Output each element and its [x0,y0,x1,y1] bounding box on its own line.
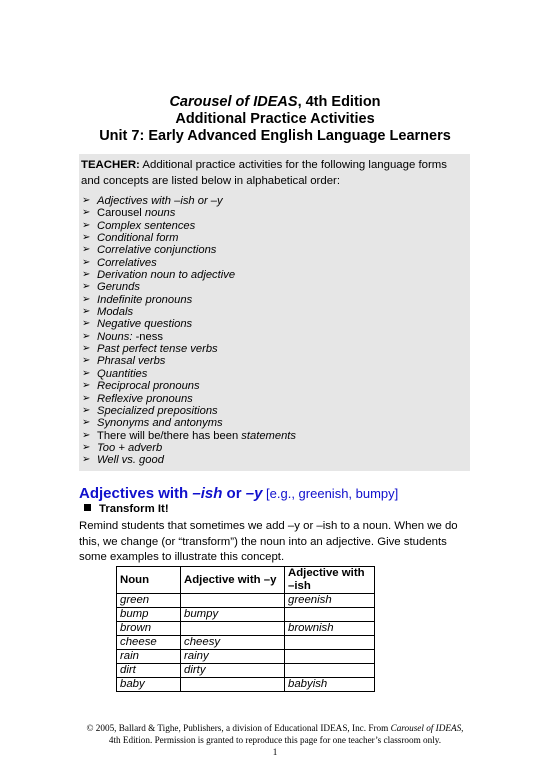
arrow-bullet-icon: ➢ [82,355,91,367]
topic-list [81,195,466,467]
table-header-row [117,567,375,594]
list-item: ➢ Derivation noun to adjective [82,269,236,282]
table-cell: cheesy [181,636,285,650]
table-cell: dirt [117,664,181,678]
list-item: ➢ Reciprocal pronouns [82,380,200,393]
arrow-bullet-icon: ➢ [82,454,91,466]
table-cell [181,678,285,692]
square-bullet-icon [84,504,91,511]
table-cell: babyish [285,678,375,692]
list-item: ➢ Past perfect tense verbs [82,343,218,356]
table-row [117,622,375,636]
copyright-footer: © 2005, Ballard & Tighe, Publishers, a division of Educational IDEAS, Inc. From Carousel of IDEAS, 4th Edition. Permission is granted to reproduce this page for one teacher’s classroom only. 1 [0,722,550,758]
activity-instructions: Remind students that sometimes we add –y or –ish to a noun. When we do this, we change (or “transform”) the noun into an adjective. Give students some examples to illustrate this concept. [79,520,458,563]
arrow-bullet-icon: ➢ [82,281,91,293]
list-item: ➢ Carousel nouns [82,207,176,220]
list-item: ➢ Synonyms and antonyms [82,417,223,430]
arrow-bullet-icon: ➢ [82,441,91,453]
list-item: ➢ Reflexive pronouns [82,392,193,405]
title-line-1: Carousel of IDEAS, 4th Edition [169,94,381,110]
arrow-bullet-icon: ➢ [82,244,91,256]
arrow-bullet-icon: ➢ [82,429,91,441]
arrow-bullet-icon: ➢ [82,256,91,268]
table-cell: cheese [117,636,181,650]
table-row [117,678,375,692]
col-header-adj-ish: Adjective with –ish [285,567,375,594]
table-cell: green [117,594,181,608]
table-cell [285,636,375,650]
table-cell [181,622,285,636]
arrow-bullet-icon: ➢ [82,207,91,219]
teacher-note: TEACHER: Additional practice activities for the following language forms and concepts are listed below in alphabetical order: [81,159,447,187]
arrow-bullet-icon: ➢ [82,306,91,318]
table-cell: bumpy [181,608,285,622]
table-cell: rainy [181,650,285,664]
list-item: ➢ Gerunds [82,281,140,294]
table-row [117,664,375,678]
table-cell: brown [117,622,181,636]
arrow-bullet-icon: ➢ [82,195,91,206]
list-item: ➢ Well vs. good [82,454,164,467]
table-cell: rain [117,650,181,664]
table-cell [285,664,375,678]
list-item: ➢ Too + adverb [82,441,163,454]
table-cell: greenish [285,594,375,608]
section-heading: Adjectives with –ish or –y [e.g., greenish, bumpy] [79,485,399,502]
col-header-noun: Noun [117,567,181,594]
arrow-bullet-icon: ➢ [82,219,91,231]
list-item: ➢ Conditional form [82,232,179,245]
title-line-3: Unit 7: Early Advanced English Language Learners [99,128,451,144]
activity-heading: Transform It! [84,503,169,515]
arrow-bullet-icon: ➢ [82,417,91,429]
arrow-bullet-icon: ➢ [82,269,91,281]
page-number: 1 [272,747,278,757]
table-cell [285,608,375,622]
table-cell: baby [117,678,181,692]
list-item: ➢ Quantities [82,367,148,380]
list-item: ➢ Specialized prepositions [82,404,218,417]
list-item: ➢ Correlative conjunctions [82,244,217,257]
arrow-bullet-icon: ➢ [82,392,91,404]
arrow-bullet-icon: ➢ [82,404,91,416]
arrow-bullet-icon: ➢ [82,380,91,392]
list-item: ➢ There will be/there has been statements [82,429,297,442]
list-item: ➢ Complex sentences [82,219,196,232]
word-table [116,566,375,692]
list-item: ➢ Correlatives [82,256,157,269]
table-cell [181,594,285,608]
table-cell: brownish [285,622,375,636]
list-item: ➢ Phrasal verbs [82,355,166,368]
table-cell: bump [117,608,181,622]
title-block [0,94,550,145]
arrow-bullet-icon: ➢ [82,293,91,305]
list-item: ➢ Modals [82,306,134,319]
table-cell [285,650,375,664]
arrow-bullet-icon: ➢ [82,318,91,330]
table-body [117,594,375,692]
table-cell: dirty [181,664,285,678]
list-item: ➢ Indefinite pronouns [82,293,193,306]
arrow-bullet-icon: ➢ [82,330,91,342]
arrow-bullet-icon: ➢ [82,367,91,379]
arrow-bullet-icon: ➢ [82,232,91,244]
list-item: ➢ Adjectives with –ish or –y [82,195,223,207]
table-row [117,594,375,608]
col-header-adj-y: Adjective with –y [181,567,285,594]
table-row [117,650,375,664]
book-title: Carousel of IDEAS [169,94,298,110]
list-item: ➢ Nouns: -ness [82,330,163,343]
title-line-2: Additional Practice Activities [175,111,375,127]
list-item: ➢ Negative questions [82,318,193,331]
table-row [117,636,375,650]
table-row [117,608,375,622]
arrow-bullet-icon: ➢ [82,343,91,355]
